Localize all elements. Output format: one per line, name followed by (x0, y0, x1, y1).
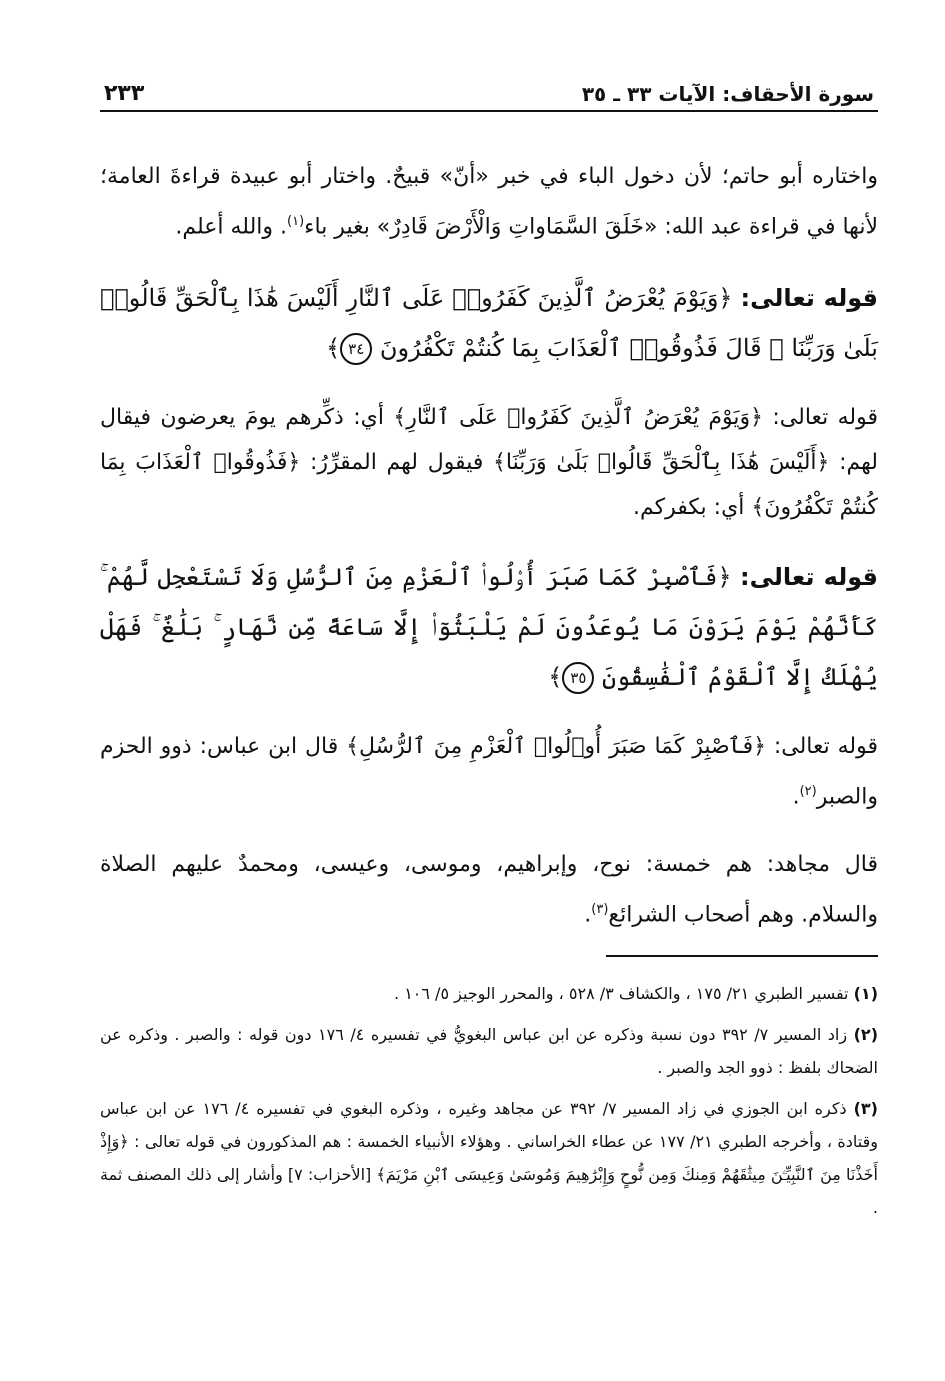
paragraph-3-tail: . (792, 784, 800, 810)
verse-35-label: قوله تعالى: (740, 563, 878, 592)
footnote-separator (606, 955, 878, 957)
footnote-1-text: تفسير الطبري ٢١/ ١٧٥ ، والكشاف ٣/ ٥٢٨ ، والمحرر الوجيز ٥/ ١٠٦ . (394, 983, 849, 1003)
ayah-number-35: ٣٥ (562, 662, 594, 694)
footnote-2-text: زاد المسير ٧/ ٣٩٢ دون نسبة وذكره عن ابن عباس البغويُّ في تفسيره ٤/ ١٧٦ دون قوله : والصبر . وذكره عن الضحاك بلفظ : ذوو الجد والصبر . (100, 1024, 878, 1077)
footnote-ref-2: (٢) (799, 784, 817, 800)
verse-35-close: ﴾ (548, 663, 563, 692)
running-header (100, 60, 878, 112)
paragraph-4-text: قال مجاهد: هم خمسة: نوح، وإبراهيم، وموسى، وعيسى، ومحمدٌ عليهم الصلاة والسلام. وهم أصحاب الشرائع (100, 851, 878, 927)
ayah-number-34: ٣٤ (340, 333, 372, 365)
footnote-1-mark: (١) (853, 983, 878, 1003)
paragraph-1-text: واختاره أبو حاتم؛ لأن دخول الباء في خبر «أنّ» قبيحٌ. واختار أبو عبيدة قراءةَ العامة؛ لأنها في قراءة عبد الله: «خَلَقَ السَّمَاواتِ وَالْأَرْضَ قَادِرٌ» بغير باء (100, 164, 878, 240)
page-number: ٢٣٣ (104, 81, 145, 106)
footnote-ref-3: (٣) (591, 901, 609, 917)
paragraph-3 (100, 724, 878, 819)
verse-34-text: ﴿وَيَوْمَ يُعْرَضُ ٱلَّذِينَ كَفَرُوا۟ عَلَى ٱلنَّارِ أَلَيْسَ هَٰذَا بِٱلْحَقِّ قَالُوا۟ بَلَىٰ وَرَبِّنَا ۚ قَالَ فَذُوقُوا۟ ٱلْعَذَابَ بِمَا كُنتُمْ تَكْفُرُونَ (100, 284, 878, 363)
verse-35-text: ﴿فَٱصْبِرْ كَمَا صَبَرَ أُو۟لُوا۟ ٱلْعَزْمِ مِنَ ٱلرُّسُلِ وَلَا تَسْتَعْجِل لَّهُمْ ۚ كَأَنَّهُمْ يَوْمَ يَرَوْنَ مَا يُوعَدُونَ لَمْ يَلْبَثُوٓا۟ إِلَّا سَاعَةً مِّن نَّهَارٍ ۚ بَلَٰغٌ ۚ فَهَلْ يُهْلَكُ إِلَّا ٱلْقَوْمُ ٱلْفَٰسِقُونَ (100, 563, 878, 692)
footnote-2 (100, 1018, 878, 1084)
verse-35 (100, 552, 878, 702)
verse-34-label: قوله تعالى: (740, 284, 878, 313)
paragraph-1 (100, 154, 878, 249)
paragraph-1-tail: . والله أعلم. (175, 214, 287, 240)
paragraph-3-text: قوله تعالى: ﴿فَٱصْبِرْ كَمَا صَبَرَ أُو۟لُوا۟ ٱلْعَزْمِ مِنَ ٱلرُّسُلِ﴾ قال ابن عباس: ذوو الحزم والصبر (100, 734, 878, 810)
paragraph-4-tail: . (584, 901, 592, 927)
verse-34-close: ﴾ (326, 334, 341, 363)
footnote-3-text: ذكره ابن الجوزي في زاد المسير ٧/ ٣٩٢ عن مجاهد وغيره ، وذكره البغوي في تفسيره ٤/ ١٧٦ عن ابن عباس وقتادة ، وأخرجه الطبري ٢١/ ١٧٧ عن عطاء الخراساني . وهؤلاء الأنبياء الخمسة : هم المذكورون في قوله تعالى : ﴿وَإِذْ أَخَذْنَا مِنَ ٱلنَّبِيِّـۧنَ مِيثَٰقَهُمْ وَمِنكَ وَمِن نُّوحٍ وَإِبْرَٰهِيمَ وَمُوسَىٰ وَعِيسَى ٱبْنِ مَرْيَمَ﴾ [الأحزاب: ٧] وأشار إلى ذلك المصنف ثمة . (100, 1098, 879, 1217)
footnote-3-mark: (٣) (853, 1098, 878, 1118)
verse-34 (100, 273, 878, 373)
surah-title: سورة الأحقاف: الآيات ٣٣ ـ ٣٥ (581, 82, 874, 106)
paragraph-2 (100, 395, 878, 530)
footnote-2-mark: (٢) (853, 1024, 878, 1044)
book-page (100, 60, 878, 1224)
footnote-ref-1: (١) (287, 214, 305, 229)
footnote-3 (100, 1092, 878, 1224)
paragraph-4 (100, 842, 878, 937)
footnote-1 (100, 977, 878, 1010)
footnote-separator-area (100, 937, 878, 967)
paragraph-2-text: قوله تعالى: ﴿وَيَوْمَ يُعْرَضُ ٱلَّذِينَ كَفَرُوا۟ عَلَى ٱلنَّارِ﴾ أي: ذكِّرهم يومَ يعرضون فيقال لهم: ﴿أَلَيْسَ هَٰذَا بِٱلْحَقِّ قَالُوا۟ بَلَىٰ وَرَبِّنَا﴾ فيقول لهم المقرِّرُ: ﴿فَذُوقُوا۟ ٱلْعَذَابَ بِمَا كُنتُمْ تَكْفُرُونَ﴾ أي: بكفركم. (100, 405, 878, 521)
